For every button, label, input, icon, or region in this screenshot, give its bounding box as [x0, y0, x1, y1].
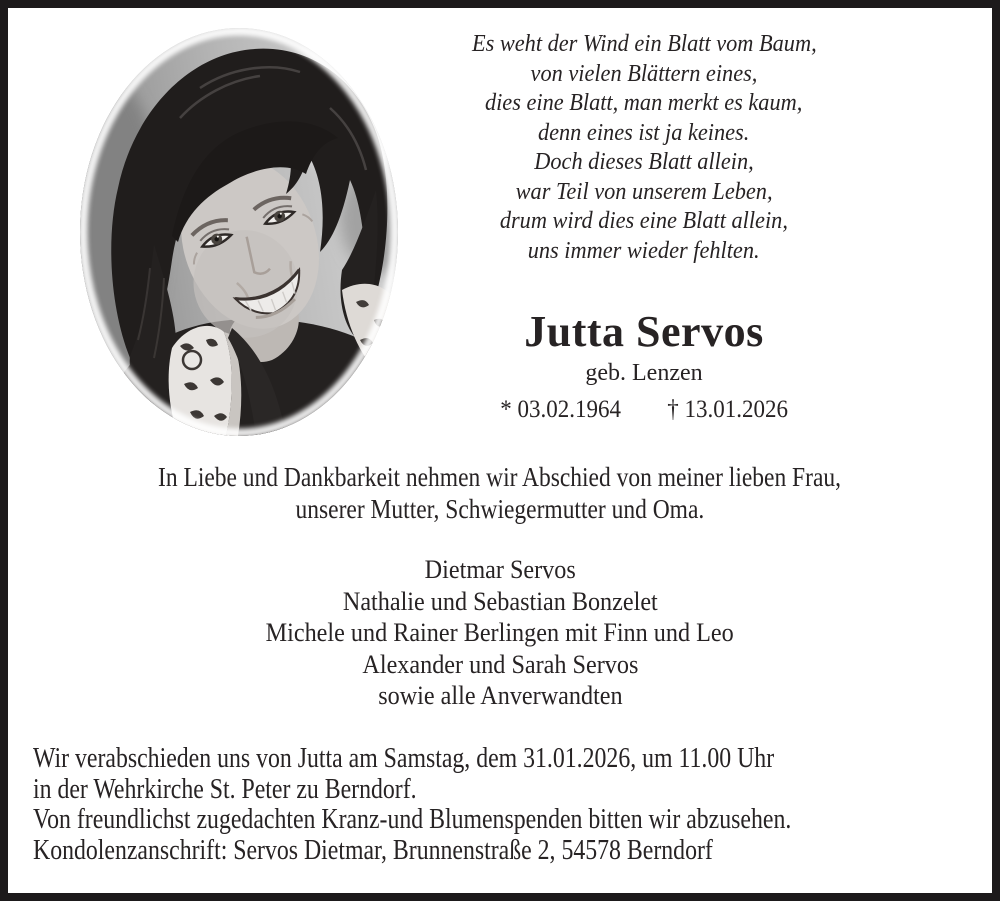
poem-line: uns immer wieder fehlten. [528, 237, 760, 264]
funeral-line: in der Wehrkirche St. Peter zu Berndorf. [33, 773, 417, 805]
poem-line: war Teil von unserem Leben, [515, 178, 773, 205]
mourner-line: Alexander und Sarah Servos [361, 649, 638, 679]
birth-name: geb. Lenzen [585, 360, 703, 386]
birth-date: * 03.02.1964 [500, 396, 621, 423]
memorial-poem [268, 30, 1000, 266]
deceased-name: Jutta Servos [524, 307, 764, 356]
funeral-info [33, 744, 983, 866]
funeral-line: Wir verabschieden uns von Jutta am Samstag, dem 31.01.2026, um 11.00 Uhr [33, 743, 775, 774]
farewell-intro [8, 461, 992, 525]
poem-line: Es weht der Wind ein Blatt vom Baum, [471, 31, 817, 57]
poem-line: denn eines ist ja keines. [538, 119, 750, 146]
poem-line: drum wird dies eine Blatt allein, [499, 208, 789, 234]
funeral-line: Kondolenzanschrift: Servos Dietmar, Brunnenstraße 2, 54578 Berndorf [33, 834, 713, 866]
mourner-line: Nathalie und Sebastian Bonzelet [342, 586, 658, 616]
intro-line: In Liebe und Dankbarkeit nehmen wir Abschied von meiner lieben Frau, [158, 462, 842, 492]
poem-line: dies eine Blatt, man merkt es kaum, [485, 90, 803, 116]
poem-line: Doch dieses Blatt allein, [534, 149, 754, 175]
mourner-line: Dietmar Servos [424, 555, 576, 584]
life-dates [268, 395, 1000, 425]
mourners-list [8, 554, 992, 712]
mourner-line: Michele und Rainer Berlingen mit Finn und Leo [265, 618, 735, 647]
death-date: † 13.01.2026 [667, 396, 788, 423]
funeral-line: Von freundlichst zugedachten Kranz-und Blumenspenden bitten wir abzusehen. [33, 804, 792, 835]
intro-line: unserer Mutter, Schwiegermutter und Oma. [295, 494, 705, 524]
poem-line: von vielen Blättern eines, [530, 60, 758, 87]
mourner-line: sowie alle Anverwandten [377, 681, 623, 710]
